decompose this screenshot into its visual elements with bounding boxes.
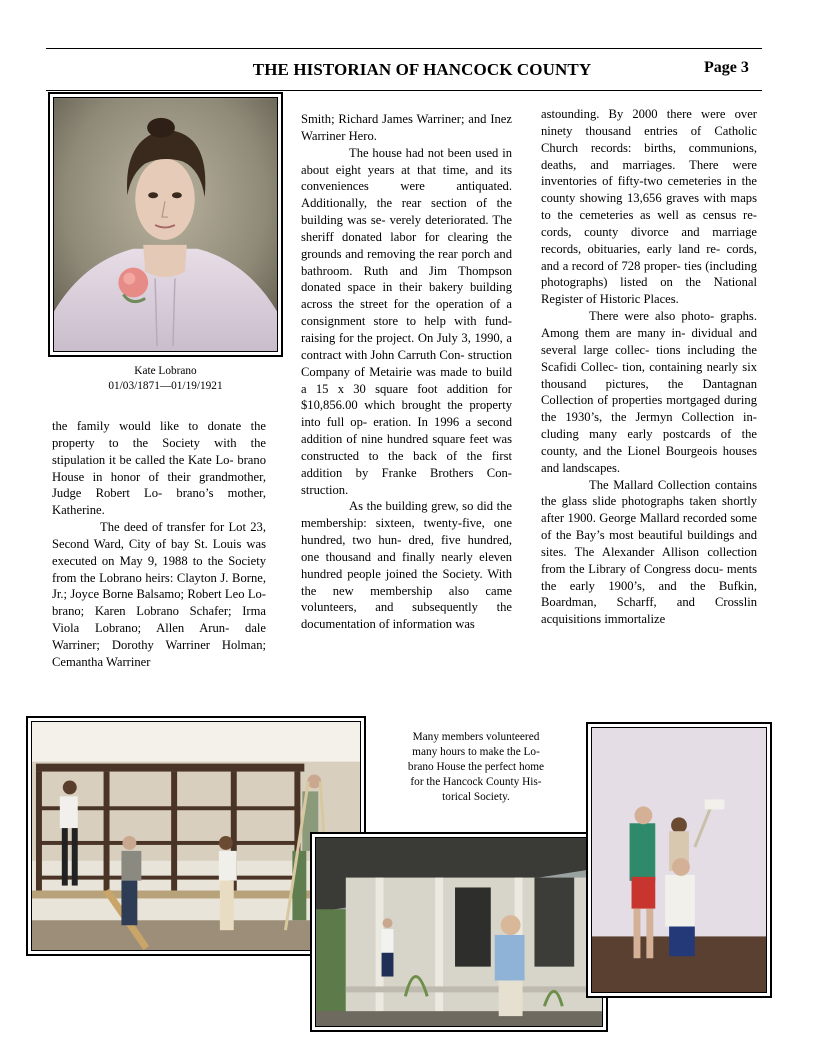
portrait-dates: 01/03/1871—01/19/1921	[108, 380, 223, 392]
portrait-caption	[48, 364, 283, 394]
paragraph: the family would like to donate the property to the Society with the stipulation it be called the Kate Lo- brano House in honor of their grandmother, Judge Robert Lo- brano’s mother, Katherine.	[52, 419, 266, 518]
caption-line: for the Hancock County His-	[410, 776, 542, 788]
header-top-rule	[46, 48, 762, 49]
newsletter-title: THE HISTORIAN OF HANCOCK COUNTY	[252, 60, 592, 79]
column-3	[541, 106, 757, 628]
painters-rollers-photo	[586, 722, 772, 998]
header-bottom-rule	[46, 90, 762, 91]
porch-painting-photo	[310, 832, 608, 1032]
caption-line: Many members volunteered	[412, 731, 540, 743]
caption-line: brano House the perfect home	[407, 761, 545, 773]
column-1	[52, 418, 266, 671]
portrait-name: Kate Lobrano	[134, 365, 197, 377]
paragraph: The house had not been used in about eight years at that time, and its conveniences were antiquated. Additionally, the rear section of the building was se- verely deteriorated. The sheriff donated labor for clearing the grounds and removing the rear porch and bathroom. Ruth and Jim Thompson donated space in their bakery building across the street for the operation of a consignment store to help with fund-raising for the project. On July 3, 1990, a contract with John Carruth Con- struction Company of Metairie was made to build a 15 x 30 square foot addition for $10,856.00 which brought the property into full op- eration. In 1996 a second addition of nine hundred square feet was constructed to the back of the first addition by Franke Brothers Con- struction.	[301, 145, 512, 497]
caption-line: many hours to make the Lo-	[412, 746, 540, 758]
paragraph: Smith; Richard James Warriner; and Inez Warriner Hero.	[301, 112, 512, 143]
paragraph: astounding. By 2000 there were over ninety thousand entries of Catholic Church records: births, communions, deaths, and marriages. There were inventories of fifty-two cemeteries in the county showing 13,656 graves with maps to the cemeteries as well as census re- cords, county divorce and marriage records, obituaries, early land re- cords, and a record of 728 proper- ties (including photographs) listed on the National Register of Historic Places.	[541, 107, 757, 307]
kate-lobrano-portrait	[48, 92, 283, 357]
paragraph: The Mallard Collection contains the glass slide photographs taken shortly after 1900. George Mallard recorded some of the Bay’s most beautiful buildings and sites. The Alexander Allison collection from the Library of Congress docu- ments the early 1900’s, and the Bufkin, Boardman, Scharff, and Crosslin acquisitions immortalize	[541, 477, 757, 627]
column-2	[301, 111, 512, 633]
paragraph: There were also photo- graphs. Among them are many in- dividual and several large collec- tions including the Scafidi Collec- tion, containing nearly six thousand pictures, the Dantagnan Collection of properties mortgaged during the 1930’s, the Jermyn Collection in- cluding many early postcards of the county, and the Lionel Bourgeois houses and landscapes.	[541, 309, 757, 475]
volunteers-caption	[376, 730, 576, 805]
paragraph: As the building grew, so did the membership: sixteen, twenty-five, one hundred, two hun- dred, five hundred, one thousand and finally nearly eleven hundred people joined the Society. With the new membership also came volunteers, and subsequently the documentation of information was	[301, 499, 512, 632]
caption-line: torical Society.	[442, 791, 510, 803]
paragraph: The deed of transfer for Lot 23, Second Ward, City of bay St. Louis was executed on May 9, 1988 to the Society from the Lobrano heirs: Clayton J. Borne, Jr.; Joyce Borne Balsamo; Robert Leo Lo- brano; Karen Lobrano Schafer; Irma Viola Lobrano; Allen Arun- dale Warriner; Dorothy Warriner Holman; Cemantha Warriner	[52, 520, 266, 669]
page-number: Page 3	[704, 59, 749, 76]
